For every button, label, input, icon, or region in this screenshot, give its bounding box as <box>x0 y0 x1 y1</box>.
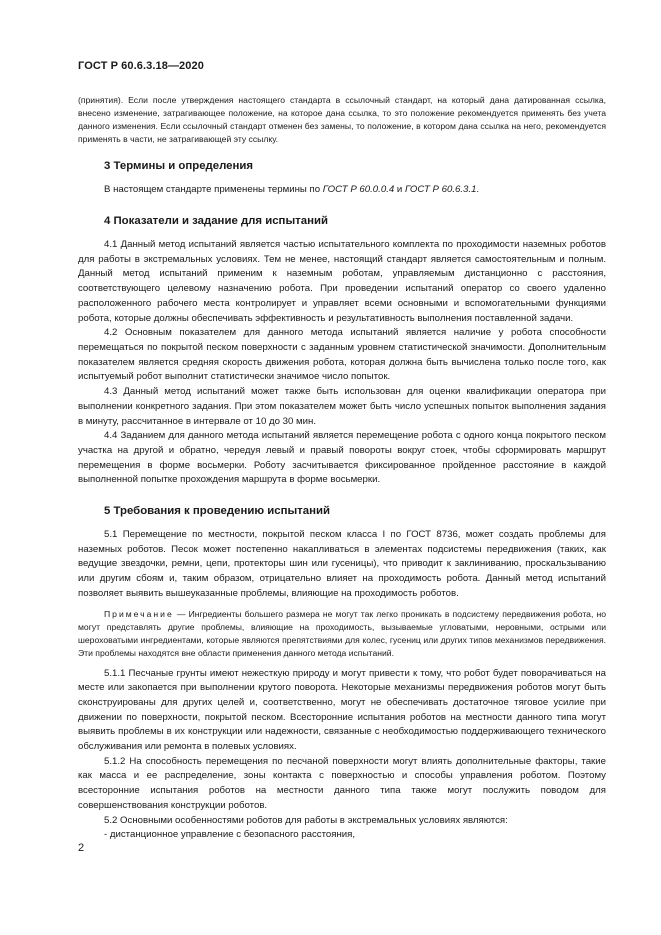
note-block <box>78 608 606 660</box>
list-item: - дистанционное управление с безопасного расстояния, <box>104 829 356 841</box>
section-5-heading: 5 Требования к проведению испытаний <box>104 505 330 518</box>
reference-gost-60-0-0-4: ГОСТ Р 60.0.0.4 <box>322 184 395 196</box>
document-code-header: ГОСТ Р 60.6.3.18—2020 <box>78 60 204 72</box>
intro-paragraph: (принятия). Если после утверждения настоящего стандарта в ссылочный стандарт, на который дана датированная ссылка, внесено изменение, затрагивающее положение, на которое дана ссылка, то это положение рекомендуется применять без учета данного изменения. Если ссылочный стандарт отменен без замены, то положение, в котором дана ссылка на него, рекомендуется применять в части, не затрагивающей эту ссылку. <box>78 95 606 145</box>
reference-gost-60-6-3-1: ГОСТ Р 60.6.3.1 <box>404 184 477 196</box>
paragraph-4-4: 4.4 Заданием для данного метода испытаний является перемещение робота с одного конца покрытого песком участка на другой и обратно, чередуя левый и правый повороты вокруг стоек, чтобы сформировать маршрут перемещения в форме восьмерки. Роботу засчитывается фиксированное пройденное расстояние в каждой выполненной попытке прохождения маршрута в форме восьмерки. <box>78 430 606 486</box>
section-4-heading: 4 Показатели и задание для испытаний <box>104 215 328 228</box>
paragraph-5-1: 5.1 Перемещение по местности, покрытой песком класса I по ГОСТ 8736, может создать проблемы для наземных роботов. Песок может постепенно накапливаться в элементах подсистемы передвижения (таких, как ведущие звездочки, ремни, цепи, протекторы шин или гусеницы), что приводит к заклиниванию, проскальзыванию или другим сбоям и, таким образом, отрицательно влияет на проходимость робота. Данный метод испытаний позволяет выявить вышеуказанные проблемы, влияющие на проходимость роботов. <box>78 529 606 599</box>
paragraph-5-1-2: 5.1.2 На способность перемещения по песчаной поверхности могут влиять дополнительные факторы, такие как масса и ее распределение, зоны контакта с поверхностью и способы управления роботом. Поэтому всесторонние испытания роботов на местности данного типа также могут послужить поводом для совершенствования конструкции роботов. <box>78 755 606 811</box>
note-text: — Ингредиенты большего размера не могут так легко проникать в подсистему передвижения робота, но могут представлять другие проблемы, влияющие на проходимость, вызываемые угловатыми, неровными, острыми или шероховатыми ингредиентами, которые являются препятствиями для колес, гусениц или других типов механизмов передвижения. Эти проблемы находятся вне области применения данного метода испытаний. <box>78 608 606 658</box>
section-3-heading: 3 Термины и определения <box>104 160 254 173</box>
paragraph-5-2: 5.2 Основными особенностями роботов для работы в экстремальных условиях являются: <box>104 814 508 826</box>
section-3-text <box>78 183 606 198</box>
paragraph-5-1-1: 5.1.1 Песчаные грунты имеют нежесткую природу и могут привести к тому, что робот будет поворачиваться на месте или закопается при выполнении крутого поворота. Некоторые механизмы передвижения роботов могут быть сконструированы для других целей и, соответственно, могут не обеспечивать достаточное тяговое усилие при движении по поверхности, покрытой песком. Всесторонние испытания роботов на местности данного типа могут выявить проблемы в их конструкции или надежности, связанные с необходимостью поддерживающего технического обслуживания или ремонта в полевых условиях. <box>78 667 606 753</box>
section-3-text-end: . <box>476 184 480 196</box>
paragraph-4-1: 4.1 Данный метод испытаний является частью испытательного комплекта по проходимости наземных роботов для работы в экстремальных условиях. Тем не менее, настоящий стандарт является самостоятельным и полным. Данный метод испытаний применим к наземным роботам, управляемым дистанционно с расстояния, соответствующего целевому назначению робота. При проведении испытаний оператор со своего удаленно расположенного рабочего места контролирует и управляет всеми основными и вспомогательными функциями робота, которые должны обеспечивать эффективность и результативность выполнения поставленной задачи. <box>78 239 606 324</box>
paragraph-4-2: 4.2 Основным показателем для данного метода испытаний является наличие у робота способности перемещаться по покрытой песком поверхности с заданным уровнем статистической значимости. Дополнительным показателем является средняя скорость движения робота, которая должна быть вычислена только после того, как испытуемый робот выполнит статистически значимое число попыток. <box>78 327 606 383</box>
section-3-text-before: В настоящем стандарте применены термины по <box>104 184 323 196</box>
paragraph-4-3: 4.3 Данный метод испытаний может также быть использован для оценки квалификации оператора при выполнении конкретного задания. При этом показателем может быть число успешных попыток выполнения задания в минуту, рассчитанное в интервале от 10 до 30 мин. <box>78 386 606 427</box>
page-number: 2 <box>78 842 85 854</box>
section-3-text-and: и <box>394 184 405 196</box>
note-label: Примечание <box>104 608 174 619</box>
page-content <box>78 94 606 843</box>
